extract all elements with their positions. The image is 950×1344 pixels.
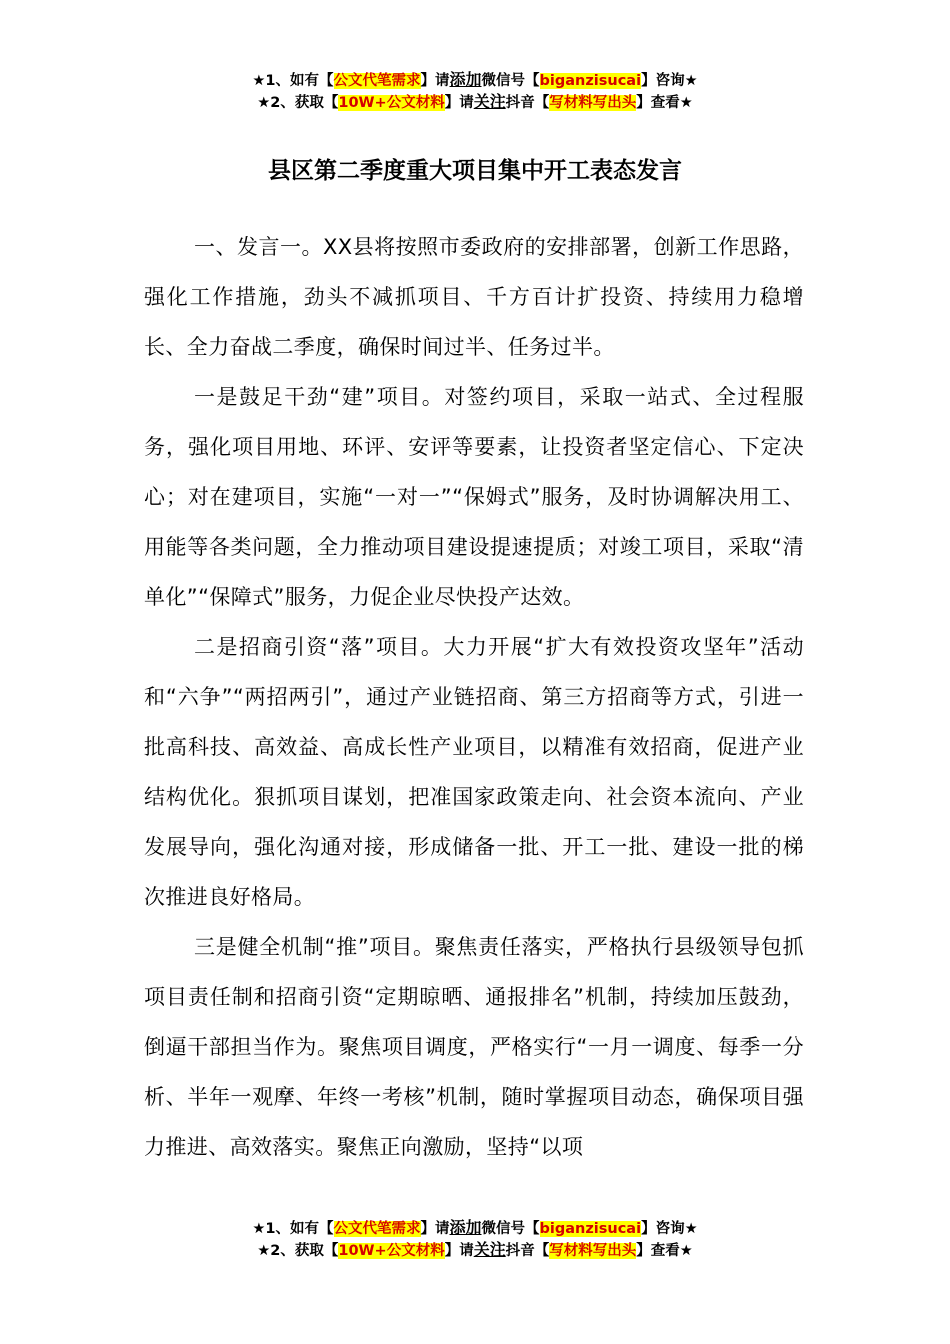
banner-text: ★1、如有【: [252, 73, 334, 89]
banner-text: 】咨询★: [641, 73, 698, 89]
banner-text: 微信号【: [481, 73, 540, 89]
banner-text: 抖音【: [505, 95, 550, 111]
paragraph: 一、发言一。XX县将按照市委政府的安排部署，创新工作思路，强化工作措施，劲头不减抓项目、千方百计扩投资、持续用力稳增长、全力奋战二季度，确保时间过半、任务过半。: [144, 235, 804, 359]
banner-underlined-text: 关注: [473, 1240, 506, 1259]
wechat-id: biganzisucai: [539, 1221, 642, 1237]
wechat-id: biganzisucai: [539, 73, 642, 89]
banner-text: ★2、获取【: [257, 1243, 339, 1259]
paragraph: 三是健全机制“推”项目。聚焦责任落实，严格执行县级领导包抓项目责任制和招商引资“定期晾晒、通报排名”机制，持续加压鼓劲，倒逼干部担当作为。聚焦项目调度，严格实行“一月一调度、每季一分析、半年一观摩、年终一考核”机制，随时掌握项目动态，确保项目强力推进、高效落实。聚焦正向激励，坚持“以项: [144, 935, 804, 1159]
banner-underlined-text: 添加: [449, 1218, 482, 1237]
document-title: 县区第二季度重大项目集中开工表态发言: [268, 158, 682, 184]
paragraph: 二是招商引资“落”项目。大力开展“扩大有效投资攻坚年”活动和“六争”“两招两引”，通过产业链招商、第三方招商等方式，引进一批高科技、高效益、高成长性产业项目，以精准有效招商，促进产业结构优化。狠抓项目谋划，把准国家政策走向、社会资本流向、产业发展导向，强化沟通对接，形成储备一批、开工一批、建设一批的梯次推进良好格局。: [144, 635, 804, 909]
banner-text: 】请: [444, 95, 474, 111]
banner-underlined-text: 添加: [449, 70, 482, 89]
banner-text: ★1、如有【: [252, 1221, 334, 1237]
header-banner: [0, 69, 950, 113]
footer-banner: [0, 1217, 950, 1261]
banner-highlight: 10W+公文材料: [338, 1243, 445, 1259]
banner-line-1: [0, 69, 950, 91]
banner-underlined-text: 关注: [473, 92, 506, 111]
banner-text: 抖音【: [505, 1243, 550, 1259]
banner-text: 】请: [420, 1221, 450, 1237]
banner-text: 】查看★: [636, 95, 693, 111]
banner-text: 】请: [444, 1243, 474, 1259]
banner-highlight: 10W+公文材料: [338, 95, 445, 111]
paragraph: 一是鼓足干劲“建”项目。对签约项目，采取一站式、全过程服务，强化项目用地、环评、安评等要素，让投资者坚定信心、下定决心；对在建项目，实施“一对一”“保姆式”服务，及时协调解决用工、用能等各类问题，全力推动项目建设提速提质；对竣工项目，采取“清单化”“保障式”服务，力促企业尽快投产达效。: [144, 385, 804, 609]
document-body: [144, 222, 804, 1172]
banner-text: 】查看★: [636, 1243, 693, 1259]
banner-highlight: 公文代笔需求: [333, 1221, 421, 1237]
douyin-account: 写材料写出头: [549, 95, 637, 111]
banner-highlight: 公文代笔需求: [333, 73, 421, 89]
banner-text: 】请: [420, 73, 450, 89]
banner-line-2: [0, 1239, 950, 1261]
banner-line-2: [0, 91, 950, 113]
banner-text: 】咨询★: [641, 1221, 698, 1237]
douyin-account: 写材料写出头: [549, 1243, 637, 1259]
banner-text: ★2、获取【: [257, 95, 339, 111]
banner-text: 微信号【: [481, 1221, 540, 1237]
banner-line-1: [0, 1217, 950, 1239]
